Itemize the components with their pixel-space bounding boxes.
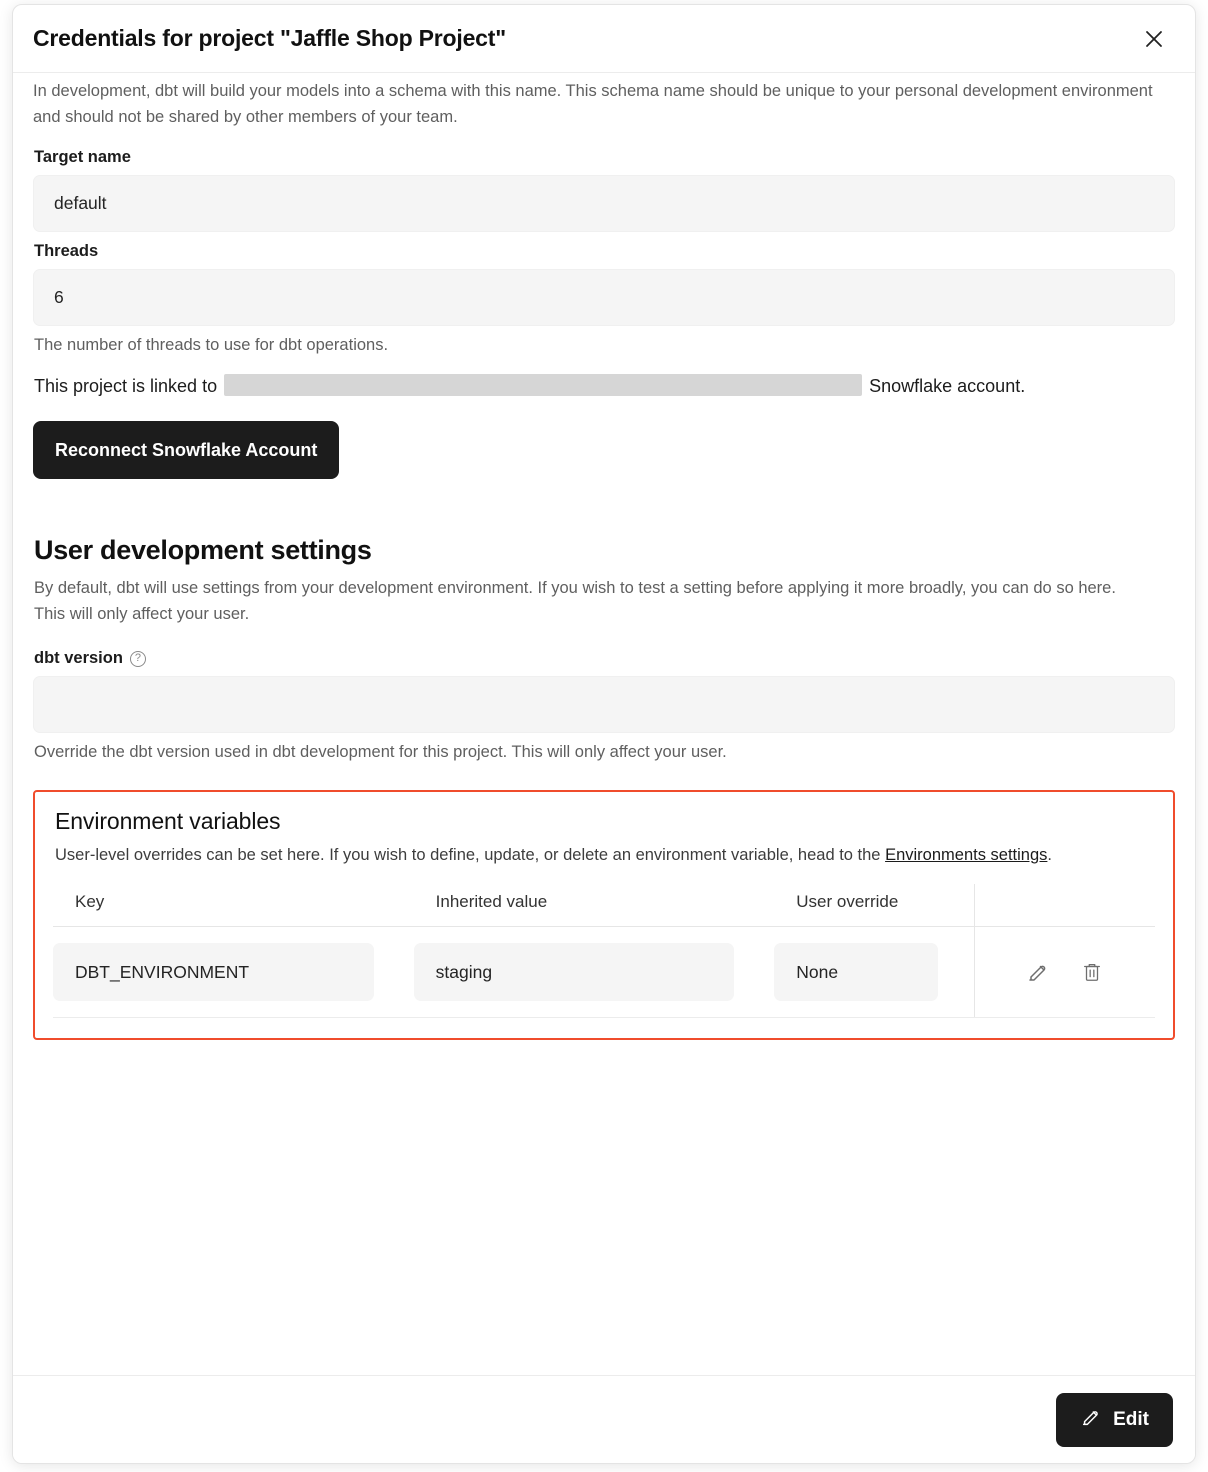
edit-button[interactable] — [1056, 1393, 1173, 1447]
cell-inherited-value — [414, 927, 775, 1018]
threads-label-text: Threads — [34, 242, 99, 261]
environment-variables-section — [33, 790, 1175, 1040]
target-name-label — [34, 148, 1175, 167]
dbt-version-note: Override the dbt version used in dbt development for this project. This will only affect your user. — [34, 743, 727, 762]
user-development-settings-title: User development settings — [34, 535, 372, 566]
target-name-label-text: Target name — [34, 148, 131, 167]
redacted-account-name — [224, 374, 862, 396]
environments-settings-link[interactable]: Environments settings — [885, 846, 1048, 865]
env-desc-before: User-level overrides can be set here. If you wish to define, update, or delete an environment variable, head to the — [55, 846, 886, 865]
column-header-user-override: User override — [774, 884, 974, 927]
dbt-version-field[interactable] — [33, 676, 1175, 733]
column-header-actions — [975, 884, 1155, 927]
modal-body — [13, 73, 1195, 1375]
modal-footer — [13, 1375, 1195, 1463]
threads-label — [34, 242, 1175, 261]
pencil-icon[interactable] — [1025, 959, 1051, 985]
close-icon[interactable] — [1137, 22, 1171, 56]
table-header-row — [53, 884, 1155, 927]
env-var-key: DBT_ENVIRONMENT — [53, 943, 374, 1001]
reconnect-snowflake-button[interactable]: Reconnect Snowflake Account — [33, 421, 339, 479]
credentials-modal — [12, 4, 1196, 1464]
linked-account-prefix: This project is linked to — [34, 376, 218, 397]
cell-key — [53, 927, 414, 1018]
dbt-version-label-text: dbt version — [34, 649, 123, 668]
row-action-group — [975, 959, 1155, 985]
linked-account-text — [34, 373, 1124, 401]
env-var-inherited-value: staging — [414, 943, 735, 1001]
column-header-inherited-value: Inherited value — [414, 884, 775, 927]
linked-account-suffix: Snowflake account. — [869, 376, 1026, 397]
threads-field[interactable]: 6 — [33, 269, 1175, 326]
pencil-icon — [1080, 1406, 1102, 1434]
cell-user-override — [774, 927, 974, 1018]
environment-variables-table — [53, 884, 1155, 1018]
edit-button-label: Edit — [1113, 1408, 1149, 1430]
page-title: Credentials for project "Jaffle Shop Project" — [33, 25, 506, 51]
question-mark-icon[interactable]: ? — [130, 651, 146, 667]
threads-note: The number of threads to use for dbt operations. — [34, 336, 389, 355]
env-desc-after: . — [1047, 846, 1052, 865]
dbt-version-label — [34, 649, 1175, 668]
modal-header — [13, 5, 1195, 73]
env-var-user-override: None — [774, 943, 938, 1001]
schema-help-text: In development, dbt will build your models into a schema with this name. This schema name should be unique to your personal development environment and should not be shared by other members of your team. — [33, 82, 1153, 126]
target-name-field[interactable]: default — [33, 175, 1175, 232]
column-header-key: Key — [53, 884, 414, 927]
cell-actions — [975, 927, 1155, 1018]
environment-variables-title: Environment variables — [55, 808, 281, 835]
environment-variables-description — [55, 843, 1155, 868]
user-development-settings-description: By default, dbt will use settings from your development environment. If you wish to test a setting before applying it more broadly, you can do so here. This will only affect your user. — [34, 579, 1116, 623]
trash-icon[interactable] — [1079, 959, 1105, 985]
table-row — [53, 927, 1155, 1018]
